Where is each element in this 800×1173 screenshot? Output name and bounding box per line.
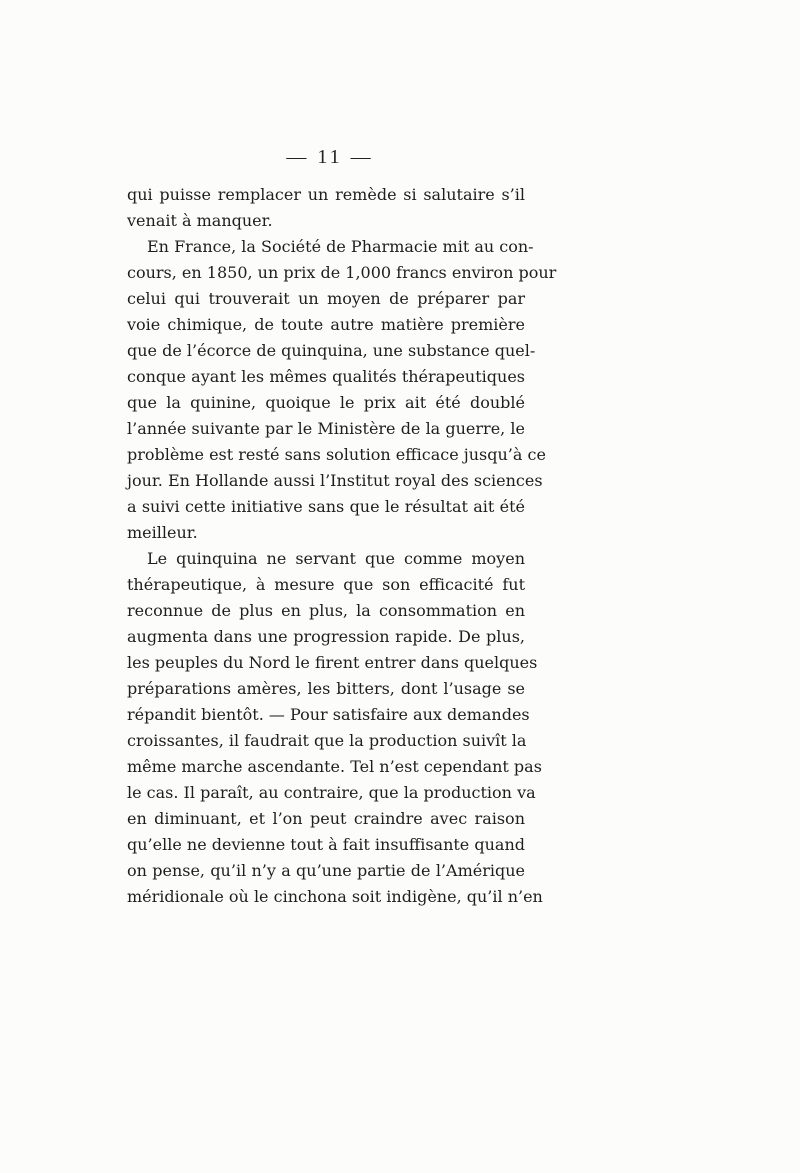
- text-line: préparations amères, les bitters, dont l’usage se: [127, 679, 525, 698]
- text-line: jour. En Hollande aussi l’Institut royal des sciences: [127, 471, 543, 490]
- text-line: qu’elle ne devienne tout à fait insuffisante quand: [127, 835, 525, 854]
- text-line: Le quinquina ne servant que comme moyen: [147, 549, 525, 568]
- text-line: l’année suivante par le Ministère de la guerre, le: [127, 419, 525, 438]
- text-line: répandit bientôt. — Pour satisfaire aux demandes: [127, 705, 530, 724]
- text-line: voie chimique, de toute autre matière première: [127, 315, 525, 334]
- text-line: qui puisse remplacer un remède si salutaire s’il: [127, 185, 525, 204]
- text-line: En France, la Société de Pharmacie mit au con-: [147, 237, 534, 256]
- text-line: les peuples du Nord le firent entrer dans quelques: [127, 653, 538, 672]
- text-line: problème est resté sans solution efficace jusqu’à ce: [127, 445, 546, 464]
- text-line: même marche ascendante. Tel n’est cependant pas: [127, 757, 542, 776]
- text-line: a suivi cette initiative sans que le résultat ait été: [127, 497, 525, 516]
- page-number: — 11 —: [286, 146, 374, 168]
- text-line: que de l’écorce de quinquina, une substance quel-: [127, 341, 536, 360]
- text-line: méridionale où le cinchona soit indigène, qu’il n’en: [127, 887, 543, 906]
- text-line: reconnue de plus en plus, la consommation en: [127, 601, 525, 620]
- text-line: on pense, qu’il n’y a qu’une partie de l’Amérique: [127, 861, 525, 880]
- text-line: venait à manquer.: [127, 211, 273, 230]
- text-line: augmenta dans une progression rapide. De plus,: [127, 627, 525, 646]
- text-line: cours, en 1850, un prix de 1,000 francs environ pour: [127, 263, 557, 282]
- text-line: conque ayant les mêmes qualités thérapeutiques: [127, 367, 525, 386]
- text-line: thérapeutique, à mesure que son efficacité fut: [127, 575, 525, 594]
- text-line: en diminuant, et l’on peut craindre avec raison: [127, 809, 525, 828]
- text-line: meilleur.: [127, 523, 198, 542]
- text-line: le cas. Il paraît, au contraire, que la production va: [127, 783, 536, 802]
- text-line: que la quinine, quoique le prix ait été doublé: [127, 393, 525, 412]
- text-line: croissantes, il faudrait que la production suivît la: [127, 731, 527, 750]
- text-line: celui qui trouverait un moyen de préparer par: [127, 289, 525, 308]
